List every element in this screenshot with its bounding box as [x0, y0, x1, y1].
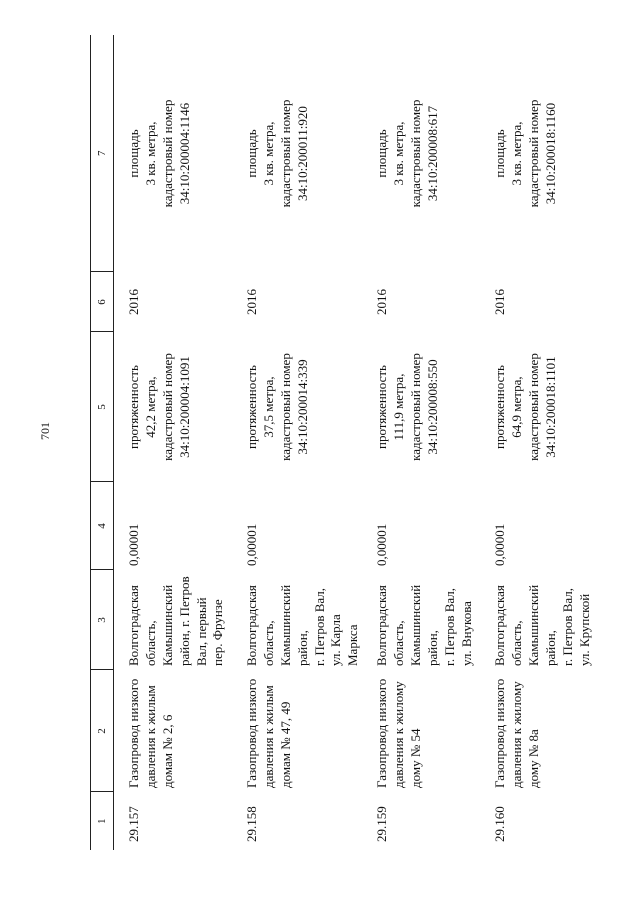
object-year: 2016	[374, 289, 390, 315]
object-year: 2016	[126, 289, 141, 315]
column-header: 7	[91, 35, 114, 272]
column-header: 3	[91, 570, 114, 670]
row-number: 29.159	[374, 806, 390, 842]
object-extent: протяженность 64,9 метра, кадастровый номер 34:10:200018:1101	[492, 353, 558, 461]
column-header: 2	[91, 670, 114, 792]
object-value: 0,00001	[126, 523, 141, 566]
object-year: 2016	[244, 289, 259, 315]
object-value: 0,00001	[244, 523, 259, 566]
object-address: Волгоградская область, Камышинский район, г. Петров Вал, ул. Крупской	[492, 584, 592, 666]
table-row	[480, 35, 598, 850]
object-area: площадь 3 кв. метра, кадастровый номер 34:10:200008:617	[374, 99, 440, 208]
object-extent: протяженность 37,5 метра, кадастровый номер 34:10:200014:339	[244, 353, 310, 461]
column-header: 6	[91, 272, 114, 332]
object-area: площадь 3 кв. метра, кадастровый номер 34:10:200004:1146	[126, 99, 192, 208]
object-area: площадь 3 кв. метра, кадастровый номер 34:10:200018:1160	[492, 99, 558, 208]
object-extent: протяженность 111,9 метра, кадастровый номер 34:10:200008:550	[374, 353, 440, 461]
registry-table-container	[90, 35, 610, 850]
table-body	[114, 35, 599, 850]
object-name: Газопровод низкого давления к жилым домам № 47, 49	[244, 678, 293, 788]
object-area: площадь 3 кв. метра, кадастровый номер 34:10:200011:920	[244, 99, 310, 208]
object-year: 2016	[492, 289, 508, 315]
row-number: 29.160	[492, 806, 508, 842]
object-address: Волгоградская область, Камышинский район, г. Петров Вал, ул. Внукова	[374, 584, 474, 666]
object-value: 0,00001	[374, 523, 390, 566]
object-name: Газопровод низкого давления к жилому дому № 54	[374, 678, 424, 788]
column-header: 4	[91, 482, 114, 570]
row-number: 29.157	[126, 806, 141, 842]
table-header	[91, 35, 114, 850]
object-name: Газопровод низкого давления к жилому дому № 8а	[492, 678, 542, 788]
row-number: 29.158	[244, 806, 259, 842]
page-number: 701	[38, 422, 52, 440]
object-value: 0,00001	[492, 523, 508, 566]
column-header: 1	[91, 792, 114, 850]
object-address: Волгоградская область, Камышинский район, г. Петров Вал, первый пер. Фрунзе	[126, 576, 226, 666]
object-name: Газопровод низкого давления к жилым домам № 2, 6	[126, 678, 175, 788]
registry-table	[90, 35, 598, 850]
column-header: 5	[91, 332, 114, 482]
object-address: Волгоградская область, Камышинский район, г. Петров Вал, ул. Карла Маркса	[244, 584, 361, 666]
table-row	[232, 35, 362, 850]
table-row	[114, 35, 233, 850]
table-row	[362, 35, 480, 850]
object-extent: протяженность 42,2 метра, кадастровый номер 34:10:200004:1091	[126, 353, 192, 461]
